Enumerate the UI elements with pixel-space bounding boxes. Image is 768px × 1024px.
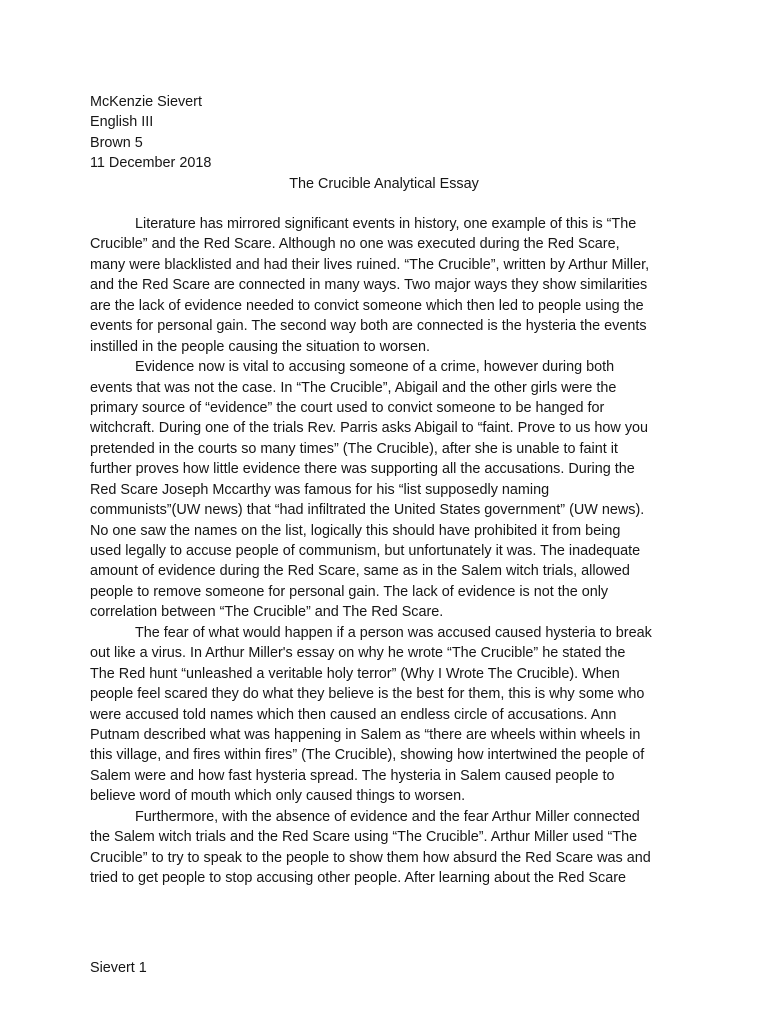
essay-line: events that was not the case. In “The Crucible”, Abigail and the other girls were the — [90, 379, 617, 396]
essay-line: witchcraft. During one of the trials Rev. Parris asks Abigail to “faint. Prove to us how you — [90, 420, 649, 437]
essay-line: primary source of “evidence” the court used to convict someone to be hanged for — [90, 399, 605, 416]
essay-line: No one saw the names on the list, logically this should have prohibited it from being — [90, 522, 621, 539]
essay-line: the Salem witch trials and the Red Scare using “The Crucible”. Arthur Miller used “The — [90, 829, 638, 846]
essay-line: further proves how little evidence there was supporting all the accusations. During the — [90, 461, 635, 478]
teacher-period: Brown 5 — [90, 134, 143, 151]
essay-line: Crucible” to try to speak to the people to show them how absurd the Red Scare was and — [90, 849, 651, 866]
essay-line: Red Scare Joseph Mccarthy was famous for his “list supposedly naming — [90, 481, 550, 498]
essay-body — [90, 214, 680, 888]
essay-line: Furthermore, with the absence of evidence and the fear Arthur Miller connected — [135, 808, 640, 825]
essay-line: people feel scared they do what they believe is the best for them, this is why some who — [90, 686, 645, 703]
essay-line: many were blacklisted and had their lives ruined. “The Crucible”, written by Arthur Miller, — [90, 256, 650, 273]
essay-line: were accused told names which then caused an endless circle of accusations. Ann — [90, 706, 617, 723]
essay-line: used legally to accuse people of communism, but unfortunately it was. The inadequate — [90, 543, 641, 559]
essay-line: amount of evidence during the Red Scare, same as in the Salem witch trials, allowed — [90, 563, 630, 580]
essay-line: communists”(UW news) that “had infiltrated the United States government” (UW news). — [90, 502, 645, 519]
essay-line: believe word of mouth which only caused things to worsen. — [90, 788, 466, 805]
essay-line: are the lack of evidence needed to convict someone which then led to people using the — [90, 297, 644, 314]
essay-line: Putnam described what was happening in Salem as “there are wheels within wheels in — [90, 726, 641, 743]
essay-line: out like a virus. In Arthur Miller's essay on why he wrote “The Crucible” he stated the — [90, 645, 626, 662]
essay-line: people to remove someone for personal gain. The lack of evidence is not the only — [90, 583, 609, 600]
essay-line: pretended in the courts so many times” (The Crucible), after she is unable to faint it — [90, 440, 618, 457]
essay-line: tried to get people to stop accusing other people. After learning about the Red Scare — [90, 870, 627, 886]
essay-line: Salem were and how fast hysteria spread. The hysteria in Salem caused people to — [90, 767, 615, 784]
essay-title: The Crucible Analytical Essay — [289, 176, 479, 192]
course-name: English III — [90, 114, 154, 131]
essay-date: 11 December 2018 — [90, 154, 212, 171]
essay-line: this village, and fires within fires” (The Crucible), showing how intertwined the people of — [90, 747, 645, 764]
essay-line: The fear of what would happen if a person was accused caused hysteria to break — [135, 624, 652, 641]
essay-line: Evidence now is vital to accusing someone of a crime, however during both — [135, 359, 615, 376]
page-footer: Sievert 1 — [90, 960, 147, 976]
essay-line: and the Red Scare are connected in many ways. Two major ways they show similarities — [90, 277, 648, 294]
essay-line: The Red hunt “unleashed a veritable holy terror” (Why I Wrote The Crucible). When — [90, 665, 620, 682]
essay-line: correlation between “The Crucible” and The Red Scare. — [90, 604, 444, 621]
author-name: McKenzie Sievert — [90, 94, 202, 110]
essay-line: Crucible” and the Red Scare. Although no one was executed during the Red Scare, — [90, 236, 620, 253]
essay-line: instilled in the people causing the situation to worsen. — [90, 338, 430, 355]
essay-line: Literature has mirrored significant events in history, one example of this is “The — [135, 216, 637, 232]
heading-block — [90, 92, 211, 173]
essay-line: events for personal gain. The second way both are connected is the hysteria the events — [90, 318, 647, 335]
